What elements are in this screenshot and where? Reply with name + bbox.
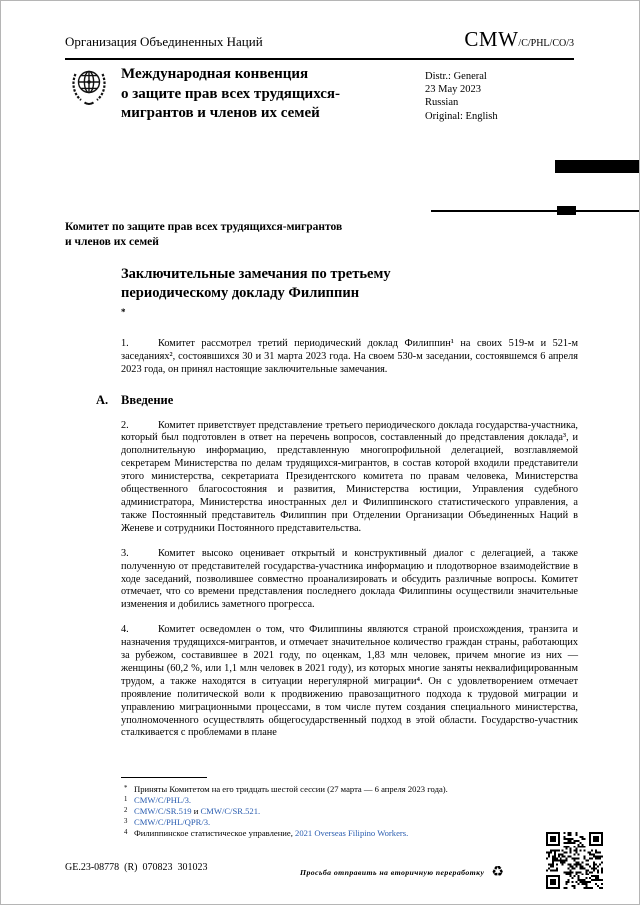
footnote-link[interactable]: CMW/C/SR.519 (134, 806, 192, 816)
committee-heading-line: и членов их семей (65, 235, 159, 248)
print-mark (557, 206, 576, 215)
paragraph-1 (121, 338, 578, 377)
paragraph-text: Комитет приветствует представление третьего периодического доклада государства-участника, который был подготовлен в ответ на перечень вопросов, составленный до представления доклада³, и дополнительную информацию, представленную многопрофильной делегацией, возглавляемой секретарем Министерства по делам трудящихся-мигрантов, в состав которой входили представители этого министерства, секретариата Президентского комитета по правам человека, Министерства общественного благосостояния и развития, Министерства юстиции, Управления судебного администратора, Министерства иностранных дел и Филиппинского статистического управления, а также Постоянный представитель Филиппин при Отделении Организации Объединенных Наций в Женеве и сотрудники Постоянного представительства. (121, 419, 578, 534)
section-letter: A. (96, 392, 109, 407)
section-title: Введение (121, 392, 174, 407)
paragraph-number: 4. (121, 624, 129, 636)
paragraph-number: 3. (121, 547, 129, 559)
qr-code (546, 832, 603, 889)
paragraph-text: Комитет высоко оценивает открытый и конструктивный диалог с делегацией, а также полученную от представителей государства-участника информацию и плодотворное взаимодействие в ходе заседаний, позволившее совместно проанализировать и обсудить различные вопросы. Комитет отмечает, что со времени представления последнего доклада Филиппины осуществили значительные изменения и добились заметного прогресса. (121, 547, 578, 611)
print-mark (555, 160, 639, 173)
convention-title-line: Международная конвенция (121, 66, 309, 82)
footnote-4 (121, 828, 577, 839)
footnote-text: Приняты Комитетом на его тридцать шестой сессии (27 марта — 6 апреля 2023 года). (134, 784, 448, 794)
committee-heading (65, 220, 342, 249)
footnote-marker: 4 (124, 829, 128, 836)
title-footnote-marker: * (121, 307, 126, 317)
page-title-line: Заключительные замечания по третьему (121, 266, 391, 282)
distr-language: Russian (425, 97, 459, 109)
paragraph-number: 2. (121, 419, 129, 431)
page-title (121, 265, 578, 327)
document-symbol (464, 27, 574, 52)
footnote-link[interactable]: CMW/C/PHL/3. (134, 795, 192, 805)
committee-heading-line: Комитет по защите прав всех трудящихся-мигрантов (65, 221, 343, 233)
footnote-star (121, 784, 577, 795)
footnote-marker: 2 (124, 807, 128, 814)
header-rule (65, 58, 574, 60)
page-title-line: периодическому докладу Филиппин * (121, 285, 360, 317)
paragraph-4 (121, 624, 578, 740)
paragraph-3 (121, 548, 578, 613)
section-a-heading (96, 393, 578, 408)
org-name: Организация Объединенных Наций (65, 34, 263, 49)
footnote-3 (121, 817, 577, 828)
un-emblem-icon (67, 64, 111, 113)
document-id: GE.23-08778 (R) 070823 301023 (65, 862, 208, 873)
document-body (96, 265, 578, 752)
footnote-link[interactable]: 2021 Overseas Filipino Workers. (295, 828, 409, 838)
footnotes-block (1, 771, 640, 839)
paragraph-2 (121, 420, 578, 536)
footnote-marker: 3 (124, 818, 128, 825)
paragraph-text: Комитет осведомлен о том, что Филиппины являются страной происхождения, транзита и назначения трудящихся-мигрантов, и отмечает значительное количество граждан страны, работающих за рубежом, составившее в 2021 году, по оценкам, 1,83 млн человек, причем многие из них — женщины (60,2 %, или 1,1 млн человек в 2021 году), из которых многие заняты неквалифицированным трудом, а также находятся в ситуации нерегулярной миграции⁴. Он с удовлетворением отмечает проявление политической воли к продвижению правозащитного подхода к трудовой миграции и управлению миграционными процессами, в том числе путем создания специального министерства, уполномоченного осуществлять общегосударственный подход в этой области. Государство-участник сталкивается с проблемами в плане (121, 624, 578, 739)
recycle-icon: ♻ (491, 864, 504, 880)
footnote-link[interactable]: CMW/C/PHL/QPR/3. (134, 817, 211, 827)
convention-title (121, 65, 340, 124)
paragraph-number: 1. (121, 337, 129, 349)
footnote-marker: 1 (124, 796, 128, 803)
document-symbol-number: /C/PHL/CO/3 (518, 38, 574, 49)
footnote-text: Филиппинское статистическое управление, (134, 828, 296, 838)
paragraph-text: Комитет рассмотрел третий периодический доклад Филиппин¹ на своих 519-м и 521-м заседаниях², состоявшихся 30 и 31 марта 2023 года. На своем 530-м заседании, состоявшемся 6 апреля 2023 года, он принял настоящие заключительные замечания. (121, 337, 578, 375)
distr-date: 23 May 2023 (425, 84, 481, 96)
footnote-separator (121, 777, 207, 778)
document-symbol-committee: CMW (464, 27, 519, 51)
footnote-2 (121, 806, 577, 817)
recycle-notice (300, 865, 504, 879)
convention-title-line: мигрантов и членов их семей (121, 105, 320, 121)
distr-type: Distr.: General (425, 71, 487, 82)
distr-original: Original: English (425, 110, 498, 122)
print-mark (431, 210, 639, 212)
footnote-text: и (191, 806, 201, 816)
recycle-text: Просьба отправить на вторичную переработку (300, 867, 485, 877)
distribution-block (425, 70, 498, 123)
footnote-1 (121, 795, 577, 806)
convention-title-line: о защите прав всех трудящихся- (121, 85, 341, 102)
footnote-marker: * (124, 785, 128, 792)
footnote-link[interactable]: CMW/C/SR.521. (200, 806, 261, 816)
